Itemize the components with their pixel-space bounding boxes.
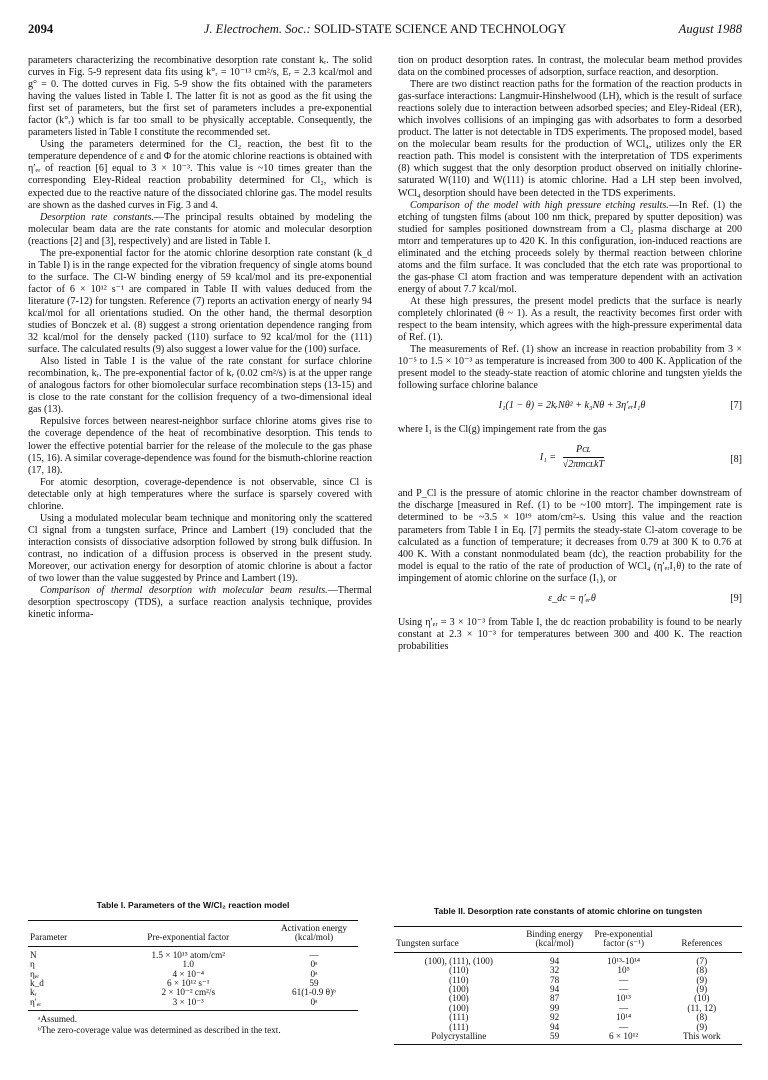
paragraph-text: Using η′ₑᵣ = 3 × 10⁻³ from Table I, the dc reaction probability is found to be nearly constant at 2.3 × 10⁻³ for temperatures between 300 and 400 K. The reaction probabilities: [398, 616, 742, 652]
table-row: [394, 966, 742, 975]
right-column-part-b: [398, 488, 742, 584]
table-cell: N: [30, 949, 37, 960]
table-cell: 2 × 10⁻² cm²/s: [161, 987, 216, 998]
table-1-body: [28, 946, 358, 1010]
paragraph-text: Repulsive forces between nearest-neighbor surface chlorine atoms gives rise to the coverage dependence of the heat of recombinative desorption. This tends to lower the effective potential barrier for the release of the molecule to the gas phase (15, 16). A similar coverage-dependence was found for the bismuth-chlorine reaction (17, 18).: [28, 416, 372, 476]
table-cell: (9): [696, 1021, 708, 1032]
equation-7: [398, 400, 742, 416]
paragraph: [398, 296, 742, 344]
table-cell: (10): [694, 993, 710, 1004]
table-2-caption: Table II. Desorption rate constants of atomic chlorine on tungsten: [433, 906, 703, 916]
right-column-part-a: [398, 55, 742, 392]
table-cell: 4 × 10⁻⁴: [172, 968, 205, 979]
right-column-part-c: [398, 617, 742, 653]
paragraph-text: —Thermal desorption spectroscopy (TDS), a surface reaction analysis technique, provides kinetic informa-: [28, 585, 372, 621]
table-row: [394, 952, 742, 966]
table-cell: —: [618, 1021, 629, 1032]
table-cell: 1.5 × 10¹⁵ atom/cm²: [151, 949, 226, 960]
table-cell: (11, 12): [687, 1002, 717, 1013]
journal-section: SOLID-STATE SCIENCE AND TECHNOLOGY: [313, 22, 567, 36]
table-cell: 0ᵃ: [310, 959, 318, 970]
paragraph: [398, 55, 742, 79]
paragraph-text: The pre-exponential factor for the atomic chlorine desorption rate constant (k_d in Table I) is in the range expected for the vibration frequency of single atoms bound to the surface. The Cl-W binding energy of 59 kcal/mol and its pre-exponential factor of 6 × 10¹² s⁻¹ are compared in Table II with values deduced from the literature (7-12) for tungsten. Reference (7) reports an activation energy of nearly 94 kcal/mol for all orientations studied. On the other hand, the thermal desorption studies of Bonczek et al. (8) suggest a strong orientation dependence ranging from 32 kcal/mol for the densely packed (110) surface to 92 kcal/mol for the (111) surface. The calculated results (9) also suggest a lower value for the (100) surface.: [28, 247, 372, 356]
paragraph-text: There are two distinct reaction paths for the formation of the reaction products in gas-surface interactions: Langmuir-Hinshelwood (LH), which is the result of surface reactions solely due to interaction between adsorbed species; and Eley-Rideal (ER), which involves collisions of an impinging gas with adsorbates to form a desorbed product. The latter is not detectable in TDS experiments. The proposed model, based on the molecular beam results for the production of WCl₄, utilizes only the ER reaction path. This model is consistent with the interpretation of TDS experiments (8) which suggest that the only desorption product observed on initially chlorine-saturated W(110) and W(111) is atomic chlorine. Had a LH step been involved, WCl₄ desorption should have been detected in the TDS experiments.: [398, 79, 742, 199]
equation-8-lhs: I₁ =: [539, 451, 557, 463]
table-2-grid: [394, 926, 742, 1045]
table-cell: 0ᵃ: [310, 968, 318, 979]
table-cell: 87: [549, 993, 560, 1004]
paragraph: [398, 79, 742, 199]
table-cell: 99: [549, 1002, 560, 1013]
table-1-header: Parameter: [28, 921, 107, 943]
table-row: [394, 1032, 742, 1045]
journal-page: [28, 22, 742, 1042]
table-1-footnote: ᵇThe zero-coverage value was determined as described in the text.: [38, 1025, 281, 1036]
table-row: [28, 946, 358, 960]
paragraph-text: parameters characterizing the recombinative desorption rate constant kᵣ. The solid curves in Fig. 5-9 represent data fits using k°ᵣ = 10⁻¹³ cm²/s, Eᵣ = 2.3 kcal/mol and g° = 0. The dotted curves in Fig. 5-9 show the fits obtained with the parameters having the values listed in Table I. The latter fit is not as good as the fit using the first set of parameters, but the first set of parameters includes a pre-exponential factor (k°ᵣ) which is far too small to be physically acceptable. Consequently, the parameters listed in Table I constitute the recommended set.: [28, 55, 372, 139]
paragraph-text: tion on product desorption rates. In contrast, the molecular beam method provides data on the combined processes of adsorption, surface reaction, and desorption.: [398, 55, 742, 79]
table-1-caption: Table I. Parameters of the W/Cl₂ reaction model: [96, 900, 290, 910]
table-cell: Polycrystalline: [394, 1032, 524, 1045]
table-2-header: Pre-exponential factor (s⁻¹): [586, 927, 662, 949]
table-cell: 78: [549, 974, 560, 985]
table-cell: (9): [696, 974, 708, 985]
paragraph: [28, 55, 372, 139]
table-cell: (100), (111), (100): [424, 955, 493, 966]
table-row: [394, 1004, 742, 1013]
table-2-header: References: [662, 927, 742, 949]
paragraph-text: Using a modulated molecular beam technique and monitoring only the scattered Cl signal from a tungsten surface, Prince and Lambert (19) concluded that the interaction consists of dissociative adsorption followed by strong bulk diffusion. In contrast, no indication of a diffusion process is observed in the present study. Moreover, our activation energy for desorption of atomic chlorine is about a factor of two lower than the value suggested by Prince and Lambert (19).: [28, 512, 372, 585]
equation-8-denominator: √2πmᴄʟkT: [562, 459, 605, 471]
table-cell: 94: [549, 984, 560, 995]
right-column: [398, 55, 742, 653]
table-cell: (100): [448, 1002, 469, 1013]
page-number: 2094: [28, 22, 54, 36]
issue-date: August 1988: [678, 22, 742, 36]
paragraph: [28, 248, 372, 356]
table-cell: (100): [448, 993, 469, 1004]
table-1-grid: [28, 920, 358, 1011]
section-runin-heading: Comparison of the model with high pressure etching results.: [410, 199, 669, 211]
table-cell: η′ₑᵣ: [28, 998, 107, 1011]
equation-8-numerator: Pᴄʟ: [563, 444, 605, 458]
table-1-footnote: ᵃAssumed.: [38, 1014, 78, 1025]
paragraph-text: Using the parameters determined for the Cl₂ reaction, the best fit to the temperature dependence of ε and Φ for the atomic chlorine reactions is obtained with η′ₑᵣ of reaction [6] equal to 3 × 10⁻³. This value is ~10 times greater than the corresponding Eley-Rideal reaction probability determined for Cl₂, which is expected due to the reactive nature of the dissociated chlorine gas. The model results are shown as the dashed curves in Fig. 3 and 4.: [28, 139, 372, 211]
table-cell: (111): [449, 1012, 469, 1023]
paragraph: [398, 200, 742, 296]
table-cell: ηₑᵣ: [30, 968, 40, 979]
table-row: [394, 985, 742, 994]
paragraph-text: For atomic desorption, coverage-dependence is not observable, since Cl is detectable only at high temperatures where the surface is sparsely covered with chlorine.: [28, 476, 372, 512]
equation-9-number: [9]: [730, 592, 742, 604]
table-cell: 10⁵: [617, 965, 630, 976]
table-cell: 59: [309, 978, 319, 989]
table-1: [28, 900, 358, 1036]
equation-7-body: I₁(1 − θ) = 2kᵣNθ² + k₃Nθ + 3η′ₑᵣI₁θ: [498, 400, 646, 412]
table-cell: —: [618, 974, 629, 985]
table-cell: This work: [662, 1032, 742, 1045]
paragraph-text: and P_Cl is the pressure of atomic chlorine in the reactor chamber downstream of the discharge [measured in Ref. (1) to be ~100 mtorr]. The impingement rate is determined to be ~3.5 × 10¹⁹ atom/cm²-s. Using this value and the reaction parameters from Table I in Eq. [7] permits the steady-state Cl-atom coverage to be calculated as a function of temperature; it decreases from 0.79 at 300 K to 0.76 at 400 K. With a constant nonmodulated beam (dc), the reaction probability for the model is equal to the ratio of the rate of production of WCl₄ (η′ₑᵣI₁θ) to the rate of impingement of atomic chlorine on the surface (I₁), or: [398, 488, 742, 584]
equation-8-fraction: [563, 444, 605, 471]
paragraph: [398, 488, 742, 584]
journal-title: [28, 22, 742, 37]
table-cell: (111): [449, 1021, 469, 1032]
table-cell: (9): [696, 984, 708, 995]
table-cell: η: [30, 959, 35, 970]
left-column: [28, 55, 372, 621]
table-cell: —: [618, 984, 629, 995]
table-cell: 61(1-0.9 θ)ᵇ: [292, 987, 336, 998]
running-header: [28, 22, 742, 44]
table-row: [28, 998, 358, 1011]
paragraph-text: —The principal results obtained by modeling the molecular beam data are the rate constants for atomic and molecular desorption (reactions [2] and [3], respectively) and are listed in Table I.: [28, 211, 372, 247]
table-cell: (8): [696, 965, 708, 976]
table-cell: 92: [549, 1012, 560, 1023]
table-cell: 59: [524, 1032, 586, 1045]
section-runin-heading: Comparison of thermal desorption with molecular beam results.: [40, 585, 328, 597]
table-cell: 3 × 10⁻³: [107, 998, 271, 1011]
paragraph: [398, 344, 742, 392]
table-cell: 94: [549, 1021, 560, 1032]
table-row: [394, 976, 742, 985]
table-cell: 6 × 10¹²: [586, 1032, 662, 1045]
equation-8-number: [8]: [730, 454, 742, 466]
paragraph: [398, 617, 742, 653]
paragraph: [28, 585, 372, 621]
table-2: [394, 906, 742, 1045]
table-cell: (100): [448, 984, 469, 995]
table-cell: kᵣ: [30, 987, 37, 998]
section-runin-heading: Desorption rate constants.: [40, 211, 154, 223]
table-cell: 10¹³-10¹⁴: [607, 955, 641, 966]
paragraph: [28, 139, 372, 211]
table-cell: 32: [549, 965, 560, 976]
table-2-header: Binding energy (kcal/mol): [524, 927, 586, 949]
table-cell: (8): [696, 1012, 708, 1023]
paragraph: [28, 212, 372, 248]
paragraph-text: At these high pressures, the present model predicts that the surface is nearly completely chlorinated (θ ~ 1). As a result, the reactivity becomes first order with respect to the beam intensity, which agrees with the high-pressure experimental data of Ref. (1).: [398, 295, 742, 344]
table-cell: 6 × 10¹² s⁻¹: [166, 978, 210, 989]
table-cell: k_d: [30, 978, 44, 989]
table-1-header: Pre-exponential factor: [107, 921, 271, 943]
paragraph: [28, 477, 372, 513]
table-cell: 10¹⁴: [616, 1012, 632, 1023]
paragraph: [28, 416, 372, 476]
table-cell: —: [309, 949, 319, 960]
equation-9: [398, 593, 742, 609]
equation-7-number: [7]: [730, 400, 742, 412]
paragraph-text: The measurements of Ref. (1) show an increase in reaction probability from 3 × 10⁻⁵ to 1.5 × 10⁻³ as temperature is increased from 300 to 400 K. Application of the present model to the steady-state reaction of atomic chlorine and tungsten yields the following surface chlorine balance: [398, 344, 742, 392]
paragraph: where I₁ is the Cl(g) impingement rate from the gas: [398, 424, 607, 436]
table-cell: (110): [449, 965, 469, 976]
paragraph-text: Also listed in Table I is the value of the rate constant for surface chlorine recombination, kᵣ. The pre-exponential factor of kᵣ (0.02 cm²/s) is at the upper range of analogous factors for other biomolecular surface recombination steps (13-15) and is close to the rate constant for the collision frequency of a two-dimensional ideal gas (13).: [28, 356, 372, 416]
paragraph: [28, 356, 372, 416]
table-cell: 10¹³: [616, 993, 631, 1004]
equation-9-body: ε_dc = η′ₑᵣθ: [548, 592, 596, 604]
table-cell: (7): [696, 955, 708, 966]
table-2-body: [394, 952, 742, 1045]
table-cell: 94: [549, 955, 560, 966]
paragraph-text: —In Ref. (1) the etching of tungsten films (about 100 nm thick, prepared by sputter deposition) was studied for samples positioned downstream from a Cl₂ plasma discharge at 200 mtorr and temperatures up to 420 K. In this configuration, ion-induced reactions are eliminated and the etching proceeds solely by thermal reaction between chlorine atoms and the film surface. It was concluded that the etch rate was proportional to the gas-phase Cl atom fraction and was temperature dependent with an activation energy of about 7.7 kcal/mol.: [398, 199, 742, 295]
table-1-footnotes: [28, 1014, 358, 1036]
table-1-header: Activation energy (kcal/mol): [270, 921, 358, 943]
table-cell: 0ᵃ: [270, 998, 358, 1011]
table-cell: 1.0: [182, 959, 194, 970]
journal-name: J. Electrochem. Soc.:: [203, 22, 311, 36]
paragraph: [28, 513, 372, 585]
table-2-header: Tungsten surface: [394, 927, 524, 949]
table-cell: —: [618, 1002, 629, 1013]
equation-8: [398, 444, 742, 480]
table-cell: (110): [449, 974, 469, 985]
table-row: [394, 1013, 742, 1022]
